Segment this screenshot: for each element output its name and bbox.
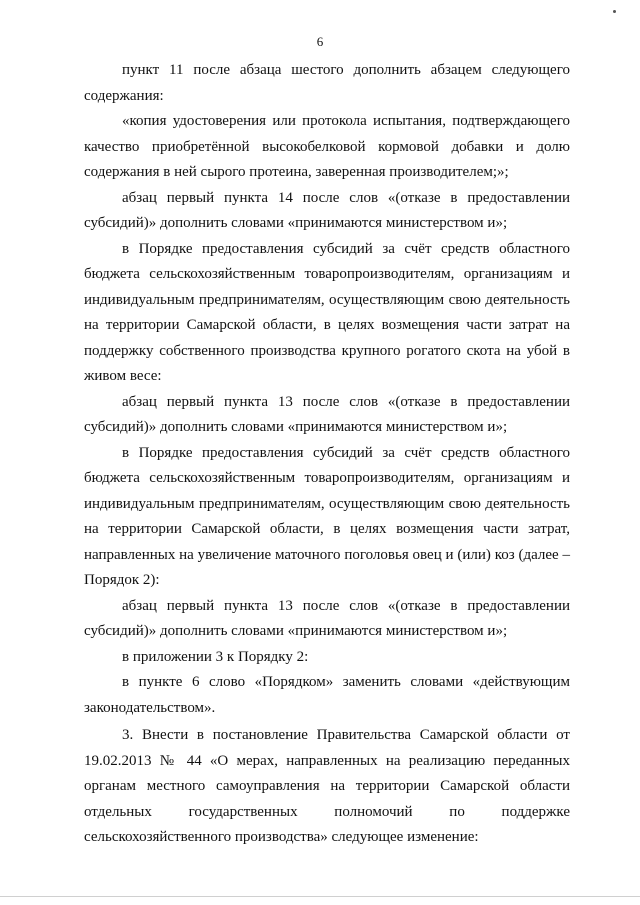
paragraph-10: 3. Внести в постановление Правительства Самарской области от 19.02.2013 № 44 «О мерах, направленных на реализацию переданных органам местного самоуправления на территории Самарской области отдельных государственных полномочий по поддержке сельскохозяйственного производства» следующее изменение: — [84, 727, 570, 845]
paragraph-5: абзац первый пункта 13 после слов «(отказе в предоставлении субсидий)» дополнить словами «принимаются министерством и»; — [84, 393, 570, 435]
paragraph-6: в Порядке предоставления субсидий за счёт средств областного бюджета сельскохозяйственным товаропроизводителям, организациям и индивидуальным предпринимателям, осуществляющим свою деятельность на территории Самарской области, в целях возмещения части затрат, направленных на увеличение маточного поголовья овец и (или) коз (далее – Порядок 2): — [84, 444, 570, 588]
paragraph-8: в приложении 3 к Порядку 2: — [122, 648, 309, 665]
document-body — [84, 58, 570, 851]
paragraph-3: абзац первый пункта 14 после слов «(отказе в предоставлении субсидий)» дополнить словами «принимаются министерством и»; — [84, 189, 570, 231]
scan-speck — [613, 10, 616, 13]
paragraph-1: пункт 11 после абзаца шестого дополнить абзацем следующего содержания: — [84, 62, 570, 104]
scan-edge-line — [0, 896, 640, 897]
page-number: 6 — [316, 34, 324, 49]
paragraph-9: в пункте 6 слово «Порядком» заменить словами «действующим законодательством». — [84, 674, 570, 716]
paragraph-7: абзац первый пункта 13 после слов «(отказе в предоставлении субсидий)» дополнить словами «принимаются министерством и»; — [84, 597, 570, 639]
paragraph-2: «копия удостоверения или протокола испытания, подтверждающего качество приобретённой высокобелковой кормовой добавки и долю содержания в ней сырого протеина, заверенная производителем;»; — [84, 113, 570, 180]
paragraph-4: в Порядке предоставления субсидий за счёт средств областного бюджета сельскохозяйственным товаропроизводителям, организациям и индивидуальным предпринимателям, осуществляющим свою деятельность на территории Самарской области, в целях возмещения части затрат на поддержку собственного производства крупного рогатого скота на убой в живом весе: — [84, 240, 570, 384]
